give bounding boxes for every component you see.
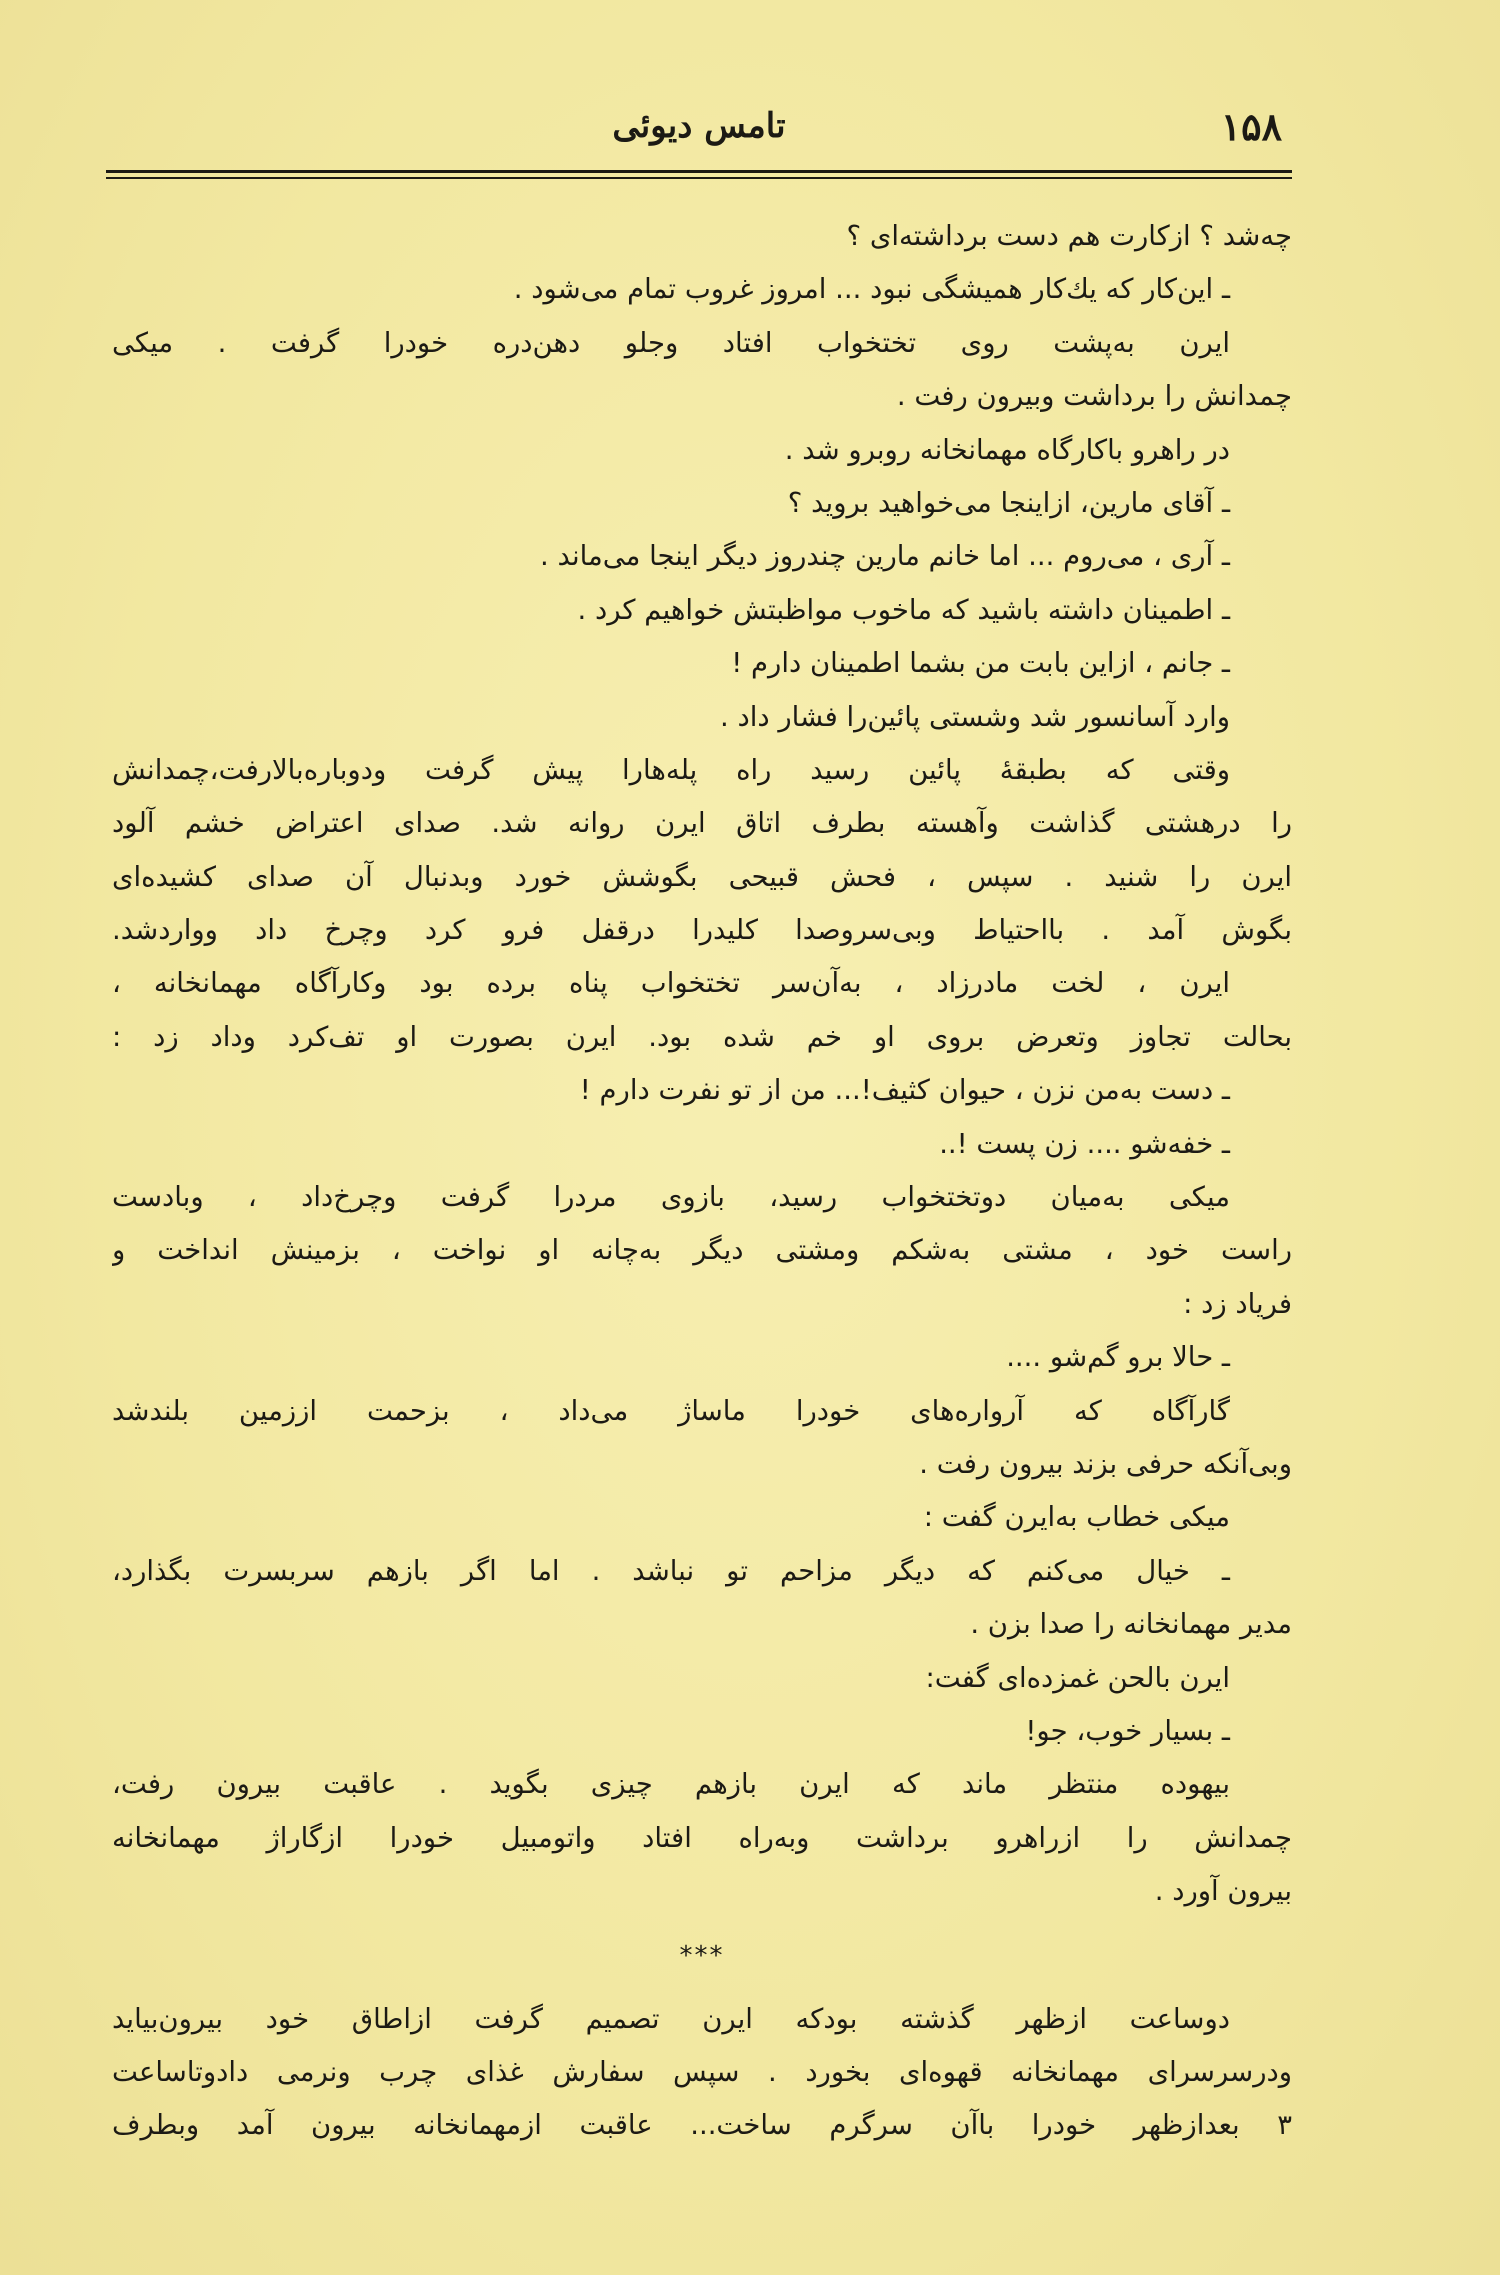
text-line: ـ بسیار خوب، جو! xyxy=(1025,1714,1230,1747)
text-line: ایرن به‌پشت روی تختخواب افتاد وجلو دهن‌دره خودرا گرفت . میکی xyxy=(112,326,1230,359)
text-line: گارآگاه که آرواره‌های خودرا ماساژ می‌داد ، بزحمت اززمین بلندشد xyxy=(112,1394,1230,1427)
text-line: ـ اطمینان داشته باشید که ماخوب مواظبتش خواهیم کرد . xyxy=(577,593,1230,626)
text-line: ودرسرسرای مهمانخانه قهوه‌ای بخورد . سپس سفارش غذای چرب ونرمی دادوتاساعت xyxy=(112,2055,1292,2088)
text-line: ـ خیال می‌کنم که دیگر مزاحم تو نباشد . اما اگر بازهم سربسرت بگذارد، xyxy=(112,1554,1230,1587)
page-header xyxy=(106,98,1292,158)
text-line: را درهشتی گذاشت وآهسته بطرف اتاق ایرن روانه شد. صدای اعتراض خشم آلود xyxy=(112,807,1292,840)
text-line: ایرن ، لخت مادرزاد ، به‌آن‌سر تختخواب پناه برده بود وکارآگاه مهمانخانه ، xyxy=(112,967,1230,1000)
text-line: ایرن بالحن غمزده‌ای گفت: xyxy=(925,1661,1230,1694)
text-line: ـ این‌کار که یك‌کار همیشگی نبود ... امروز غروب تمام می‌شود . xyxy=(513,273,1230,306)
text-line: دوساعت ازظهر گذشته بودکه ایرن تصمیم گرفت ازاطاق خود بیرون‌بیاید xyxy=(112,2002,1230,2035)
text-line: میکی به‌میان دوتختخواب رسید، بازوی مردرا گرفت وچرخ‌داد ، وبادست xyxy=(112,1181,1230,1214)
section-separator: *** xyxy=(679,1940,725,1971)
text-line: چمدانش را برداشت وبیرون رفت . xyxy=(896,380,1292,413)
text-line: ۳ بعدازظهر خودرا باآن سرگرم ساخت... عاقبت ازمهمانخانه بیرون آمد وبطرف xyxy=(112,2109,1292,2142)
page-body xyxy=(112,210,1292,2153)
text-line: ـ آقای مارین، ازاینجا می‌خواهید بروید ؟ xyxy=(787,486,1230,519)
text-line: ایرن را شنید . سپس ، فحش قبیحی بگوشش خورد وبدنبال آن صدای کشیده‌ای xyxy=(112,860,1292,893)
text-line: مدیر مهمانخانه را صدا بزن . xyxy=(970,1608,1292,1641)
header-double-rule xyxy=(106,170,1292,179)
text-line: وارد آسانسور شد وشستی پائین‌را فشار داد . xyxy=(720,700,1230,733)
text-line: ـ جانم ، ازاین بابت من بشما اطمینان دارم ! xyxy=(731,647,1230,680)
text-line: ـ خفه‌شو .... زن پست !.. xyxy=(939,1127,1230,1160)
text-line: میکی خطاب به‌ایرن گفت : xyxy=(923,1501,1230,1534)
text-line: بحالت تجاوز وتعرض بروی او خم شده بود. ایرن بصورت او تف‌کرد وداد زد : xyxy=(112,1020,1292,1053)
text-line: در راهرو باکارگاه مهمانخانه روبرو شد . xyxy=(784,433,1230,466)
text-line: فریاد زد : xyxy=(1183,1287,1292,1320)
text-line: ـ حالا برو گم‌شو .... xyxy=(1006,1341,1230,1374)
text-line: راست خود ، مشتی به‌شکم ومشتی دیگر به‌چانه او نواخت ، بزمینش انداخت و xyxy=(112,1234,1292,1267)
text-line: چمدانش را ازراهرو برداشت وبه‌راه افتاد واتومبیل خودرا ازگاراژ مهمانخانه xyxy=(112,1821,1292,1854)
page-number: ۱۵۸ xyxy=(1220,104,1282,149)
text-line: وقتی که بطبقهٔ پائین رسید راه پله‌هارا پیش گرفت ودوباره‌بالارفت،چمدانش xyxy=(112,753,1230,786)
text-line: ـ آری ، می‌روم ... اما خانم مارین چندروز دیگر اینجا می‌ماند . xyxy=(540,540,1230,573)
text-line: بیرون آورد . xyxy=(1154,1875,1292,1908)
text-line: ـ دست به‌من نزن ، حیوان کثیف!... من از تو نفرت دارم ! xyxy=(579,1074,1230,1107)
text-line: بیهوده منتظر ماند که ایرن بازهم چیزی بگوید . عاقبت بیرون رفت، xyxy=(112,1768,1230,1801)
text-line: بگوش آمد . بااحتیاط وبی‌سروصدا کلیدرا درقفل فرو کرد وچرخ داد ووارد‌شد. xyxy=(112,914,1292,947)
text-line: چه‌شد ؟ ازکارت هم دست برداشته‌ای ؟ xyxy=(846,220,1292,252)
running-title: تامس دیوئی xyxy=(612,106,786,146)
text-line: وبی‌آنکه حرفی بزند بیرون رفت . xyxy=(919,1447,1292,1480)
